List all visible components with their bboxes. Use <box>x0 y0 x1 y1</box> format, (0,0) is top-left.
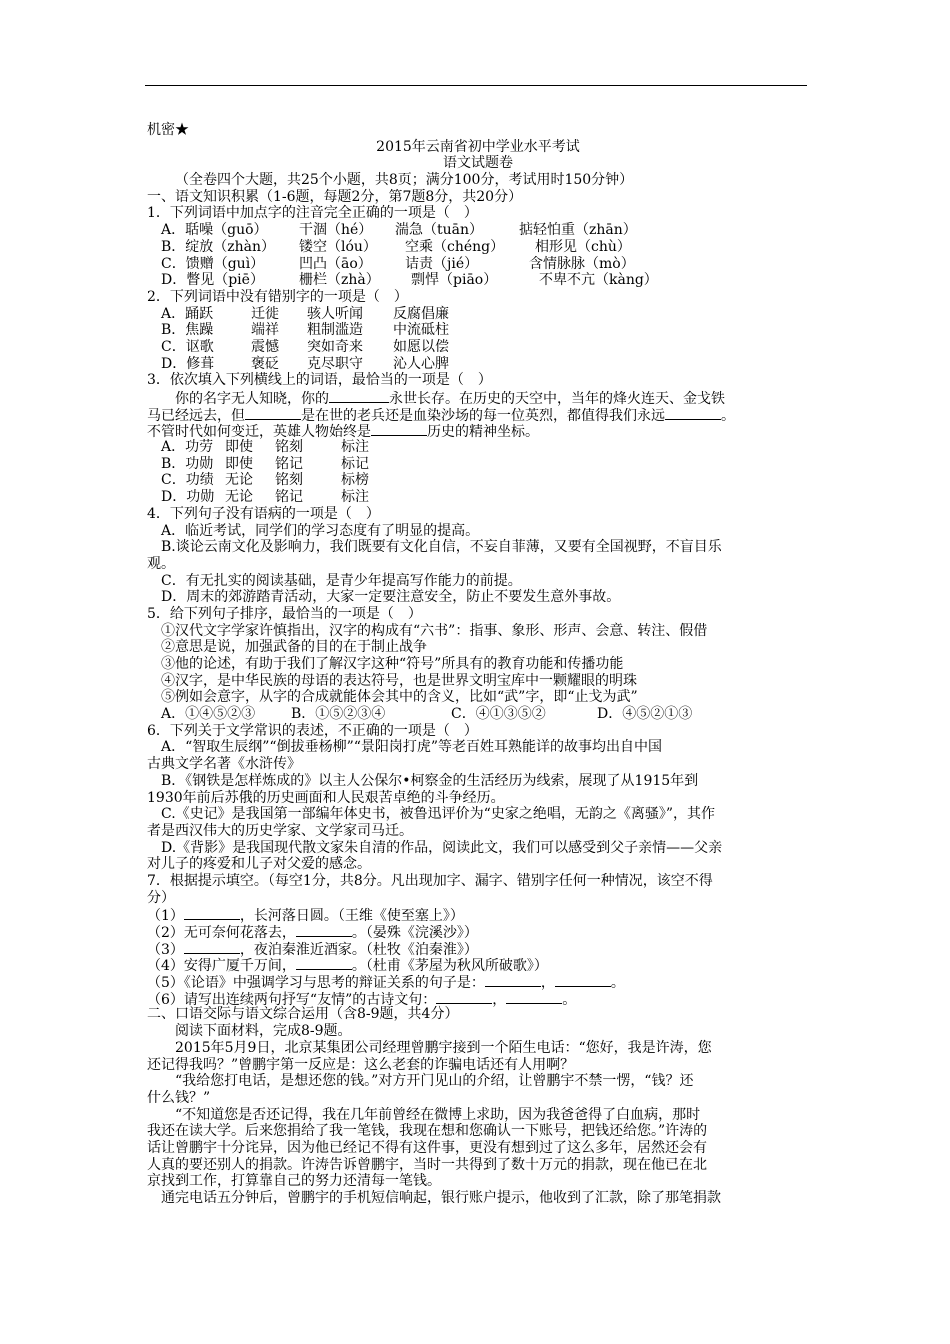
q7-text: （4）安得广厦千万间， <box>147 958 296 975</box>
q5-options <box>147 706 809 723</box>
q3-d-1: D．功勋 <box>161 489 215 506</box>
q1-c-3: 诘责（jié） <box>405 255 479 272</box>
q4-stem: 4．下列句子没有语病的一项是（ ） <box>147 505 380 522</box>
q5-sentence-1: ①汉代文字学家许慎指出，汉字的构成有“六书”：指事、象形、形声、会意、转注、假借 <box>161 622 708 639</box>
fill-blank[interactable] <box>184 906 240 920</box>
q3-text: 你的名字无人知晓，你的 <box>175 391 329 407</box>
q2-a-1: A．踊跃 <box>161 305 214 322</box>
passage-p3-cont3: 人真的要还别人的捐款。许涛告诉曾鹏宇，当时一共得到了数十万元的捐款，现在他已在北 <box>147 1156 707 1173</box>
part2-heading: 二、口语交际与语文综合运用（含8-9题，共4分） <box>147 1006 459 1023</box>
blank <box>371 422 427 436</box>
q4-option-b: B.谈论云南文化及影响力，我们既要有文化自信，不妄自菲薄，又要有全国视野，不盲目乐 <box>161 539 722 556</box>
passage-p3-cont2: 话让曾鹏宇十分诧异，因为他已经记不得有这件事，更没有想到过了这么多年，居然还会有 <box>147 1139 707 1156</box>
q7-text: ， <box>540 975 555 992</box>
q7-text: （3） <box>147 941 184 958</box>
q1-d-1: D．瞥见（piē） <box>161 272 264 289</box>
q5-option-b: B．①⑤②③④ <box>291 706 386 723</box>
exam-subtitle: 语文试题卷 <box>443 155 513 172</box>
fill-blank[interactable] <box>506 990 562 1004</box>
q7-text: （1） <box>147 908 184 925</box>
q3-d-3: 铭记 <box>275 489 303 506</box>
passage-p3-cont1: 我还在读大学。后来您捐给了我一笔钱，我现在想和您确认一下账号，把钱还给您。”许涛的 <box>147 1123 708 1140</box>
q1-c-4: 含情脉脉（mò） <box>529 255 635 272</box>
q2-option-a <box>147 306 809 323</box>
q7-item-2 <box>147 923 809 940</box>
q6-option-c: C.《史记》是我国第一部编年体史书，被鲁迅评价为“史家之绝唱，无韵之《离骚》”，其作 <box>161 806 715 823</box>
q6-option-d-cont: 对儿子的疼爱和儿子对父爱的感念。 <box>147 856 371 873</box>
q3-a-3: 铭刻 <box>275 439 303 456</box>
passage-p3-cont4: 京找到工作，打算靠自己的努力还清每一笔钱。 <box>147 1173 441 1190</box>
q5-sentence-3: ③他的论述，有助于我们了解汉字这种“符号”所具有的教育功能和传播功能 <box>161 656 624 672</box>
q4-option-b-cont: 观。 <box>147 555 175 572</box>
q7-text: 。 <box>562 991 577 1008</box>
q2-a-4: 反腐倡廉 <box>393 305 449 322</box>
q1-b-1: B．绽放（zhàn） <box>161 238 276 255</box>
q6-option-d: D.《背影》是我国现代散文家朱自清的作品，阅读此文，我们可以感受到父子亲情——父亲 <box>161 839 723 856</box>
q2-d-1: D．修葺 <box>161 355 215 372</box>
q1-d-2: 栅栏（zhà） <box>299 272 380 289</box>
q1-option-a <box>147 222 809 239</box>
q3-b-2: 即使 <box>225 455 253 472</box>
q1-option-d <box>147 272 809 289</box>
q2-b-2: 端祥 <box>251 322 279 339</box>
q3-b-4: 标记 <box>341 455 369 472</box>
q3-d-4: 标注 <box>341 489 369 506</box>
q1-option-b <box>147 239 809 256</box>
q7-item-1 <box>147 906 809 923</box>
q5-stem: 5．给下列句子排序，最恰当的一项是（ ） <box>147 605 422 622</box>
q1-d-3: 剽悍（piāo） <box>411 272 498 289</box>
q3-option-a <box>147 439 809 456</box>
q3-option-c <box>147 472 809 489</box>
q4-option-d: D．周末的郊游踏青活动，大家一定要注意安全，防止不要发生意外事故。 <box>161 589 621 606</box>
q3-a-4: 标注 <box>341 439 369 456</box>
q2-option-d <box>147 356 809 373</box>
passage-p2: “我给您打电话，是想还您的钱。”对方开门见山的介绍，让曾鹏宇不禁一愣，“钱？还 <box>175 1073 694 1090</box>
q4-option-a: A．临近考试，同学们的学习态度有了明显的提高。 <box>161 522 480 539</box>
q5-sentence-5: ⑤例如会意字，从字的合成就能体会其中的含义，比如“武”字，即“止戈为武” <box>161 689 638 706</box>
q7-text: ，长河落日圆。（王维《使至塞上》） <box>239 908 464 925</box>
q5-option-d: D．④⑤②①③ <box>597 706 693 723</box>
passage-p4: 通完电话五分钟后，曾鹏宇的手机短信响起，银行账户提示，他收到了汇款，除了那笔捐款 <box>161 1190 721 1206</box>
q3-c-2: 无论 <box>225 472 253 489</box>
exam-note: （全卷四个大题，共25个小题，共8页；满分100分，考试用时150分钟） <box>175 172 634 189</box>
q2-b-3: 粗制滥造 <box>307 322 363 339</box>
q2-option-b <box>147 322 809 339</box>
part1-heading: 一、语文知识积累（1-6题，每题2分，第7题8分，共20分） <box>147 188 523 205</box>
q3-passage-line3 <box>147 422 809 439</box>
q4-option-c: C．有无扎实的阅读基础，是青少年提高写作能力的前提。 <box>161 572 522 589</box>
q6-option-a-cont: 古典文学名著《水浒传》 <box>147 756 301 773</box>
q3-option-b <box>147 456 809 473</box>
passage-p1: 2015年5月9日，北京某集团公司经理曾鹏宇接到一个陌生电话：“您好，我是许涛，您 <box>175 1039 712 1056</box>
q3-stem: 3．依次填入下列横线上的词语，最恰当的一项是（ ） <box>147 372 492 389</box>
q2-stem: 2．下列词语中没有错别字的一项是（ ） <box>147 288 408 305</box>
fill-blank[interactable] <box>296 923 352 937</box>
q1-b-3: 空乘（chéng） <box>405 238 505 255</box>
q2-b-1: B．焦躁 <box>161 322 214 339</box>
fill-blank[interactable] <box>184 940 240 954</box>
q1-a-4: 掂轻怕重（zhān） <box>519 222 637 239</box>
q1-c-1: C．馈赠（guì） <box>161 255 265 272</box>
q3-text: 。 <box>721 407 735 424</box>
q2-c-2: 震憾 <box>251 338 279 355</box>
q7-text: （2）无可奈何花落去， <box>147 925 296 941</box>
q7-text: （6）请写出连续两句抒写“友情”的古诗文句： <box>147 991 437 1008</box>
q3-text: 不管时代如何变迁，英雄人物始终是 <box>147 424 371 441</box>
q3-b-3: 铭记 <box>275 455 303 472</box>
q3-text: 永世长存。在历史的天空中，当年的烽火连天、金戈铁 <box>389 391 725 407</box>
q1-a-2: 干涸（hé） <box>299 222 373 239</box>
q6-option-b: B．《钢铁是怎样炼成的》以主人公保尔•柯察金的生活经历为线索，展现了从1915年到 <box>161 772 699 789</box>
document-body <box>147 122 809 1207</box>
q7-stem: 7．根据提示填空。（每空1分，共8分。凡出现加字、漏字、错别字任何一种情况，该空不得 <box>147 872 713 889</box>
q7-text: ， <box>492 991 507 1008</box>
q1-a-3: 湍急（tuān） <box>395 222 484 239</box>
q2-c-1: C．讴歌 <box>161 338 214 355</box>
blank <box>665 406 721 420</box>
passage-p1-cont: 还记得我吗？”曾鹏宇第一反应是：这么老套的诈骗电话还有人用啊？ <box>147 1056 575 1073</box>
q1-option-c <box>147 256 809 273</box>
q1-b-2: 镂空（lóu） <box>299 238 377 255</box>
q5-option-a: A．①④⑤②③ <box>161 706 256 723</box>
q1-b-4: 相形见（chù） <box>535 238 631 255</box>
q2-a-3: 骇人听闻 <box>307 305 363 322</box>
q2-c-4: 如愿以偿 <box>393 338 449 355</box>
q7-text: （5）《论语》中强调学习与思考的辩证关系的句子是： <box>147 975 485 992</box>
q7-text: 。（晏殊《浣溪沙》） <box>351 925 478 941</box>
q7-item-6 <box>147 990 809 1007</box>
q1-stem: 1．下列词语中加点字的注音完全正确的一项是（ ） <box>147 205 478 222</box>
exam-title: 2015年云南省初中学业水平考试 <box>376 138 580 155</box>
q3-a-2: 即使 <box>225 439 253 456</box>
q1-a-1: A．聒噪（guō） <box>161 222 268 239</box>
q2-c-3: 突如奇来 <box>307 338 363 355</box>
q3-text: 历史的精神坐标。 <box>427 424 539 441</box>
q7-item-3 <box>147 940 809 957</box>
q1-d-4: 不卑不亢（kàng） <box>539 272 658 289</box>
q2-b-4: 中流砥柱 <box>393 322 449 339</box>
q7-text: 。（杜甫《茅屋为秋风所破歌》） <box>351 958 548 975</box>
q7-stem-cont: 分） <box>147 889 175 906</box>
passage-p2-cont: 什么钱？” <box>147 1089 211 1106</box>
q3-passage-line2 <box>147 406 809 423</box>
q6-option-b-cont: 1930年前后苏俄的历史画面和人民艰苦卓绝的斗争经历。 <box>147 789 505 806</box>
q3-text: 是在世的老兵还是血染沙场的每一位英烈，都值得我们永远 <box>301 407 665 424</box>
q7-item-5 <box>147 973 809 990</box>
q3-c-3: 铭刻 <box>275 472 303 489</box>
q7-text: ，夜泊秦淮近酒家。（杜牧《泊秦淮》） <box>239 941 478 958</box>
q5-sentence-4: ④汉字，是中华民族的母语的表达符号，也是世界文明宝库中一颗耀眼的明珠 <box>161 672 637 689</box>
q1-c-2: 凹凸（āo） <box>299 255 372 272</box>
q5-sentence-2: ②意思是说，加强武备的目的在于制止战争 <box>161 639 427 656</box>
q6-option-a: A．“智取生辰纲”“倒拔垂杨柳”“景阳岗打虎”等老百姓耳熟能详的故事均出自中国 <box>161 739 663 756</box>
blank <box>329 389 389 403</box>
q2-option-c <box>147 339 809 356</box>
q7-item-4 <box>147 956 809 973</box>
q3-a-1: A．功劳 <box>161 439 214 456</box>
q3-c-4: 标榜 <box>341 472 369 489</box>
q3-text: 马已经远去，但 <box>147 407 245 424</box>
blank <box>245 406 301 420</box>
q2-d-3: 克尽职守 <box>307 355 363 372</box>
q2-d-4: 沁人心脾 <box>393 355 449 372</box>
q6-stem: 6．下列关于文学常识的表述，不正确的一项是（ ） <box>147 722 478 739</box>
q2-a-2: 迁徙 <box>251 305 279 322</box>
q3-d-2: 无论 <box>225 489 253 506</box>
q5-option-c: C．④①③⑤② <box>451 706 546 723</box>
q7-text: 。 <box>610 975 625 992</box>
passage-p3: “不知道您是否还记得，我在几年前曾经在微博上求助，因为我爸爸得了白血病，那时 <box>175 1106 701 1123</box>
q2-d-2: 褒砭 <box>251 355 279 372</box>
header-rule <box>145 85 807 86</box>
q3-option-d <box>147 489 809 506</box>
fill-blank[interactable] <box>436 990 492 1004</box>
fill-blank[interactable] <box>555 973 611 987</box>
q3-c-1: C．功绩 <box>161 472 214 489</box>
fill-blank[interactable] <box>296 956 352 970</box>
q6-option-c-cont: 者是西汉伟大的历史学家、文学家司马迁。 <box>147 822 413 839</box>
q3-passage-line1 <box>147 389 809 406</box>
fill-blank[interactable] <box>485 973 541 987</box>
q3-b-1: B．功勋 <box>161 455 214 472</box>
part2-intro: 阅读下面材料，完成8-9题。 <box>175 1023 352 1040</box>
secret-mark: 机密★ <box>147 122 189 138</box>
